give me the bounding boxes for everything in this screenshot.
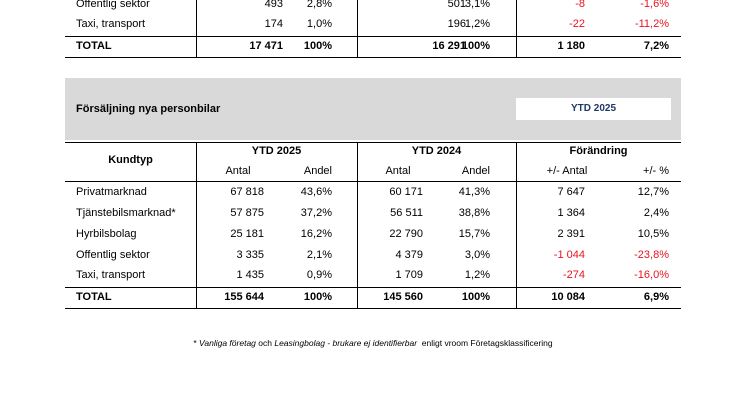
total-divider	[65, 287, 681, 288]
header-andel-2025: Andel	[303, 165, 332, 177]
cell-antal-2024: 501	[447, 0, 466, 10]
section-title: Försäljning nya personbilar	[76, 103, 221, 115]
total-antal-2025: 17 471	[249, 40, 283, 52]
column-divider	[516, 142, 517, 309]
cell-andel-2024: 3,0%	[464, 249, 490, 261]
column-divider	[516, 0, 517, 57]
cell-diff-pct: -1,6%	[640, 0, 669, 10]
cell-antal-2025: 3 335	[236, 249, 264, 261]
row-type: Taxi, transport	[76, 18, 146, 30]
cell-andel-2024: 38,8%	[458, 207, 490, 219]
cell-antal-2024: 1 709	[395, 269, 423, 281]
cell-diff: -274	[562, 269, 585, 281]
footnote-marker: *	[193, 338, 200, 348]
cell-diff: -22	[569, 18, 585, 30]
row-type: Hyrbilsbolag	[76, 228, 137, 240]
total-andel-2025: 100%	[303, 40, 332, 52]
cell-diff-pct: 12,7%	[637, 186, 669, 198]
header-diff-pct: +/- %	[643, 165, 669, 177]
row-type: Offentlig sektor	[76, 249, 150, 261]
column-divider	[357, 142, 358, 309]
header-andel-2024: Andel	[461, 165, 490, 177]
total-antal-2025: 155 644	[224, 291, 264, 303]
cell-antal-2024: 60 171	[389, 186, 423, 198]
cell-andel-2025: 43,6%	[300, 186, 332, 198]
cell-andel-2024: 41,3%	[458, 186, 490, 198]
cell-andel-2025: 2,8%	[306, 0, 332, 10]
total-divider	[65, 36, 681, 37]
header-top-divider	[65, 142, 681, 143]
cell-antal-2025: 67 818	[230, 186, 264, 198]
total-antal-2024: 145 560	[383, 291, 423, 303]
row-type: Privatmarknad	[76, 186, 147, 198]
row-type: Tjänstebilsmarknad*	[76, 207, 176, 219]
cell-diff: 1 364	[557, 207, 585, 219]
cell-andel-2025: 2,1%	[306, 249, 332, 261]
total-diff: 1 180	[557, 40, 585, 52]
total-antal-2024: 16 291	[432, 40, 466, 52]
column-divider	[196, 0, 197, 57]
header-ytd-2024: YTD 2024	[411, 145, 462, 157]
cell-antal-2025: 57 875	[230, 207, 264, 219]
footnote-connector: och	[255, 338, 275, 348]
column-divider	[357, 0, 358, 57]
footnote	[0, 338, 746, 348]
total-andel-2024: 100%	[461, 40, 490, 52]
total-andel-2024: 100%	[461, 291, 490, 303]
cell-diff: -8	[575, 0, 585, 10]
cell-andel-2024: 15,7%	[458, 228, 490, 240]
cell-diff: 2 391	[557, 228, 585, 240]
total-diff-pct: 7,2%	[643, 40, 669, 52]
cell-andel-2025: 16,2%	[300, 228, 332, 240]
cell-andel-2025: 0,9%	[306, 269, 332, 281]
cell-diff-pct: 2,4%	[643, 207, 669, 219]
total-label: TOTAL	[76, 291, 112, 303]
cell-andel-2024: 1,2%	[464, 269, 490, 281]
total-label: TOTAL	[76, 40, 112, 52]
cell-diff: -1 044	[553, 249, 585, 261]
cell-antal-2025: 25 181	[230, 228, 264, 240]
header-diff-antal: +/- Antal	[546, 165, 588, 177]
cell-antal-2024: 56 511	[390, 207, 423, 219]
header-kundtyp: Kundtyp	[108, 154, 153, 166]
header-ytd-2025: YTD 2025	[251, 145, 302, 157]
cell-antal-2025: 174	[264, 18, 283, 30]
total-andel-2025: 100%	[303, 291, 332, 303]
cell-antal-2024: 4 379	[395, 249, 423, 261]
cell-antal-2024: 22 790	[389, 228, 423, 240]
footnote-term-1: Vanliga företag	[199, 338, 256, 348]
header-bottom-divider	[65, 181, 681, 182]
total-bottom-divider	[65, 308, 681, 309]
cell-diff-pct: -11,2%	[634, 18, 669, 30]
cell-andel-2025: 1,0%	[306, 18, 332, 30]
row-type: Offentlig sektor	[76, 0, 150, 10]
cell-antal-2024: 196	[447, 18, 466, 30]
period-badge-label: YTD 2025	[570, 103, 617, 114]
period-badge	[516, 98, 671, 120]
cell-diff-pct: -23,8%	[634, 249, 669, 261]
column-divider	[196, 142, 197, 309]
cell-antal-2025: 493	[264, 0, 283, 10]
cell-diff-pct: -16,0%	[634, 269, 669, 281]
row-type: Taxi, transport	[76, 269, 146, 281]
total-bottom-divider	[65, 57, 681, 58]
header-forandring: Förändring	[569, 145, 628, 157]
footnote-source: enligt vroom Företagsklassificering	[417, 338, 553, 348]
footnote-term-2: Leasingbolag - brukare ej identifierbar	[274, 338, 418, 348]
cell-andel-2024: 1,2%	[464, 18, 490, 30]
header-antal-2025: Antal	[225, 165, 251, 177]
total-diff: 10 084	[551, 291, 585, 303]
total-diff-pct: 6,9%	[643, 291, 669, 303]
cell-andel-2024: 3,1%	[464, 0, 490, 10]
header-antal-2024: Antal	[385, 165, 411, 177]
cell-diff: 7 647	[557, 186, 585, 198]
cell-antal-2025: 1 435	[236, 269, 264, 281]
cell-diff-pct: 10,5%	[637, 228, 669, 240]
cell-andel-2025: 37,2%	[300, 207, 332, 219]
